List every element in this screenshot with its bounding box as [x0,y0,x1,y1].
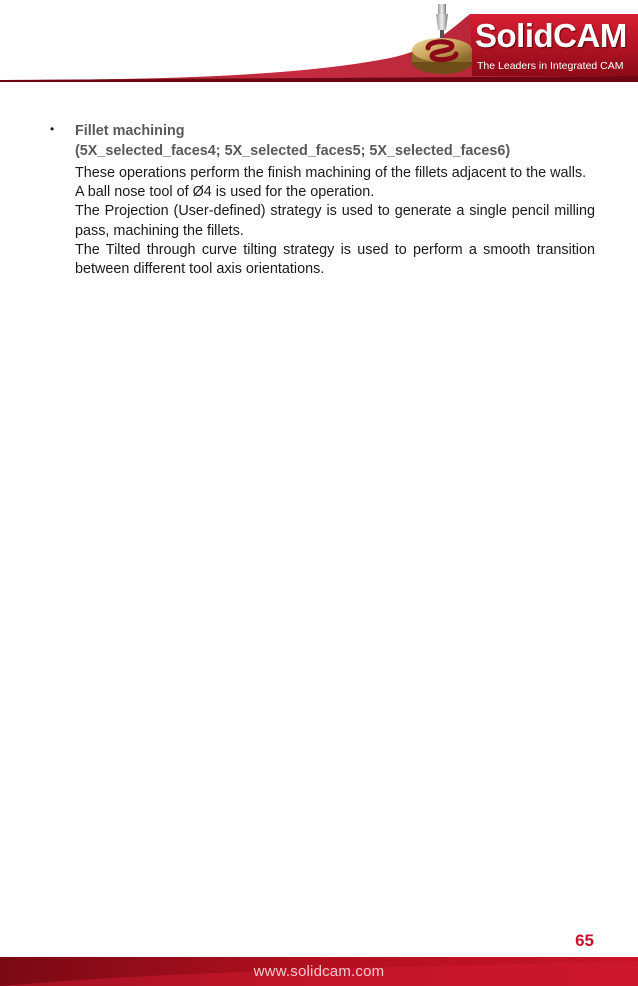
bullet-icon: • [50,122,55,136]
section-content [50,121,595,279]
paragraph: The Projection (User-defined) strategy is used to generate a single pencil milling pass, machining the fillets. [75,203,595,239]
section-body [75,164,595,279]
page-number: 65 [575,931,594,950]
solidcam-emblem-icon [410,4,476,82]
section-title: Fillet machining [75,123,185,139]
paragraph: A ball nose tool of Ø4 is used for the operation. [75,184,375,201]
paragraph: These operations perform the finish machining of the fillets adjacent to the walls. [75,165,587,181]
paragraph: The Tilted through curve tilting strategy is used to perform a smooth transition between different tool axis orientations. [75,241,595,278]
brand-name: SolidCAM [475,17,627,54]
bullet-block [75,121,595,279]
brand-tagline: The Leaders in Integrated CAM [477,60,624,72]
footer-url-link[interactable]: www.solidcam.com [253,963,385,980]
section-subtitle: (5X_selected_faces4; 5X_selected_faces5; 5X_selected_faces6) [75,143,511,159]
